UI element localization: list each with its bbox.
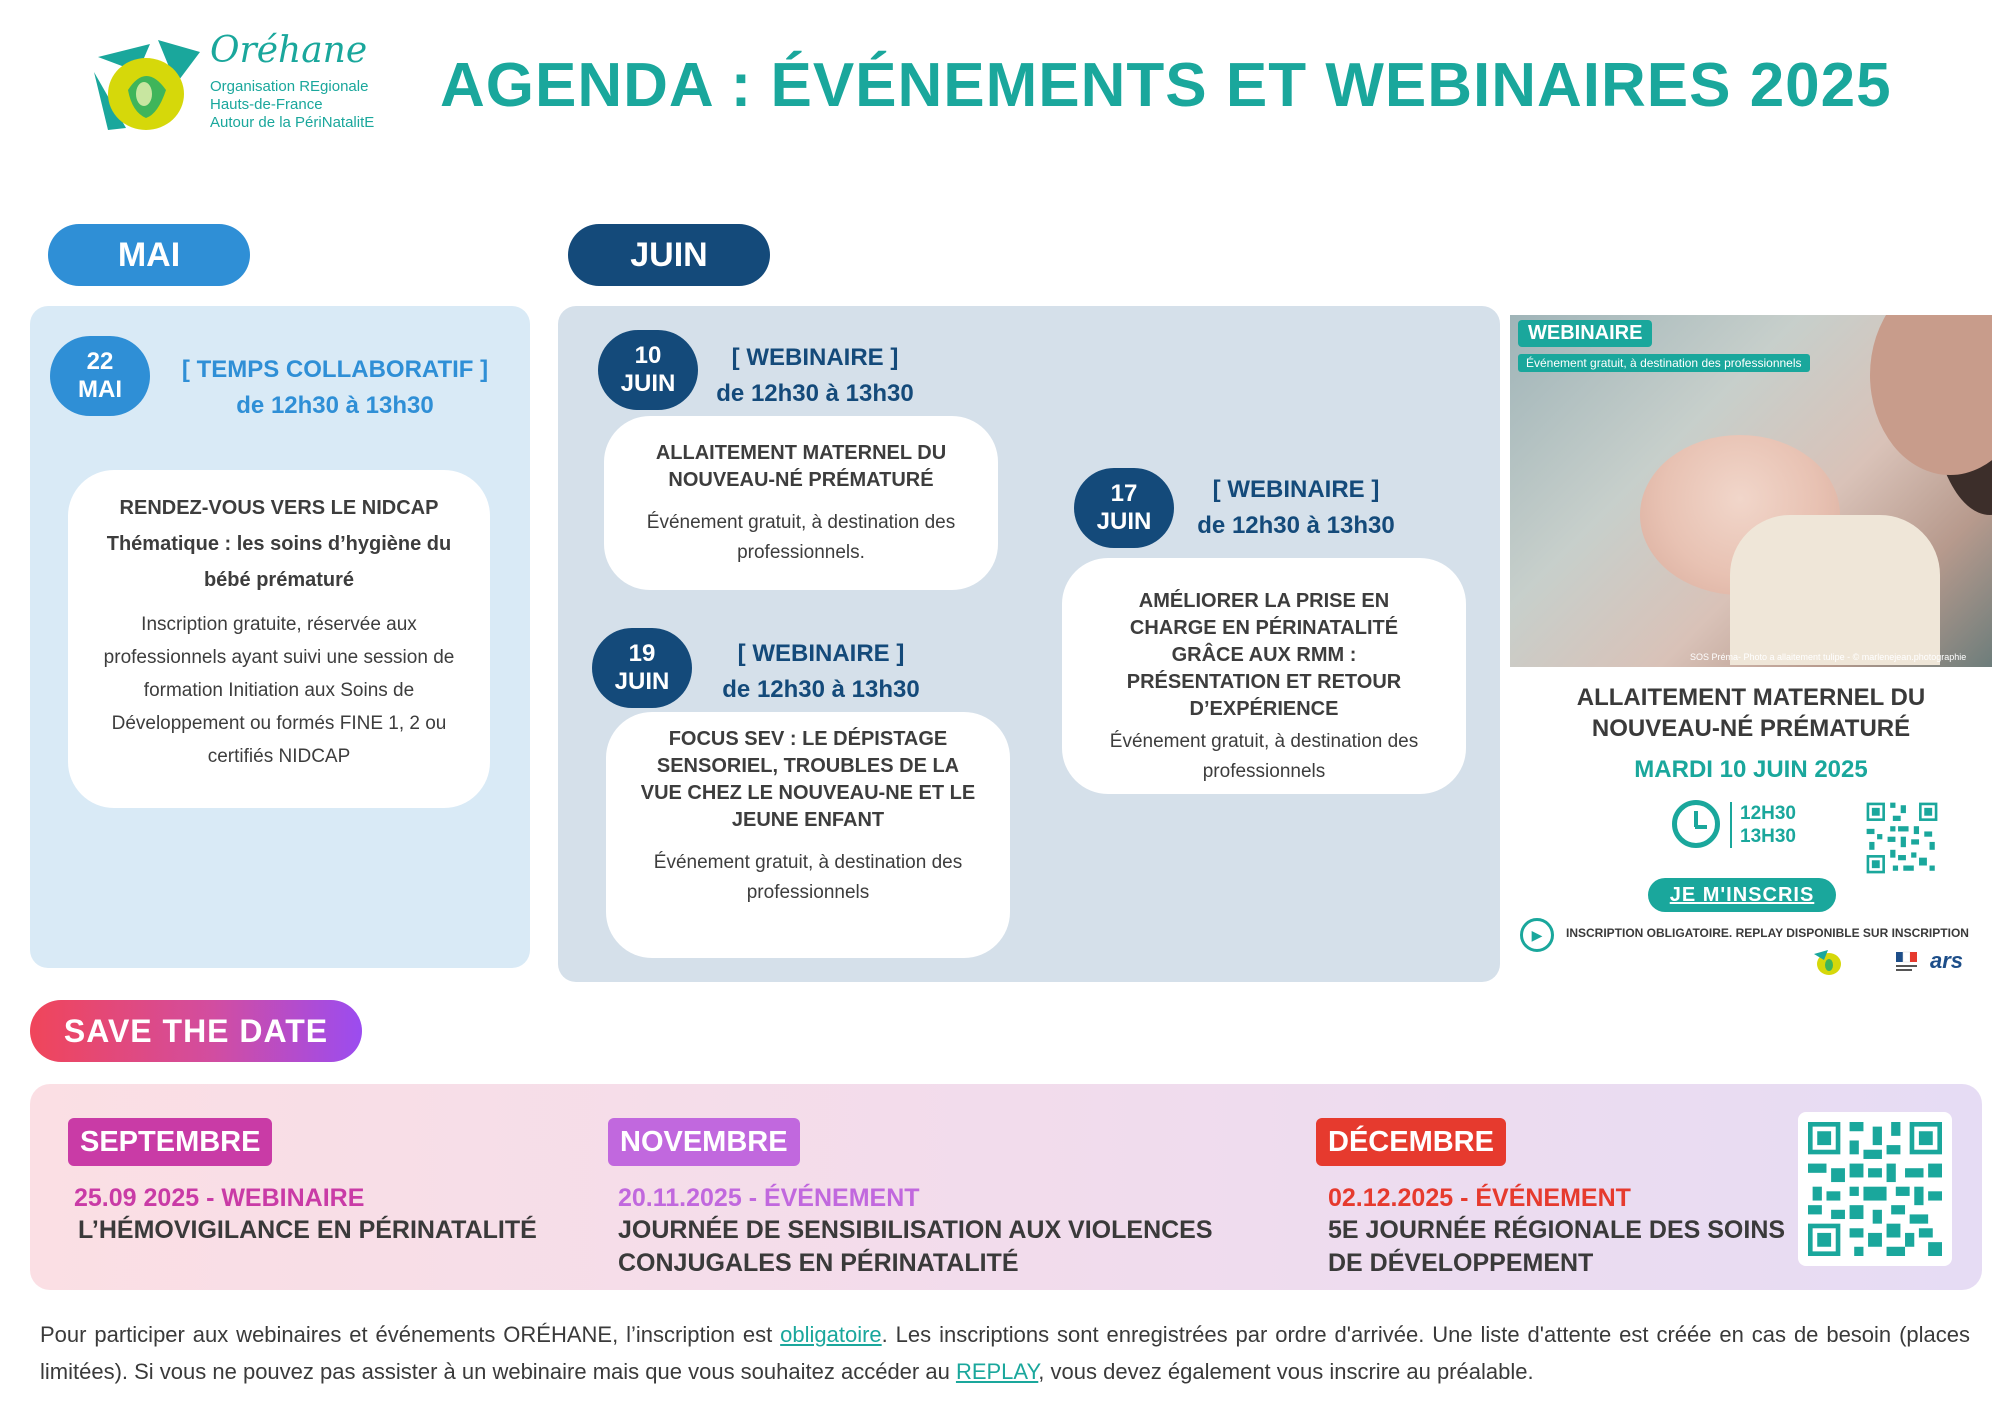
footer-text-2: . Les inscriptions sont enregistrées par ordre d'arrivée. Une liste d'attente est créée en cas de besoin (places limitées). Si vous ne pouvez pas assister à un webinaire mais que vous souhaitez accéder au bbox=[40, 1322, 1970, 1384]
promo-date: MARDI 10 JUIN 2025 bbox=[1634, 756, 1868, 783]
date-badge-17-juin bbox=[1074, 468, 1174, 548]
event-card-22-mai bbox=[68, 470, 490, 808]
event-time: de 12h30 à 13h30 bbox=[722, 676, 920, 703]
webinar-badge: WEBINAIRE bbox=[1518, 320, 1652, 347]
event-time: de 12h30 à 13h30 bbox=[716, 380, 914, 407]
sd-date-decembre: 02.12.2025 - ÉVÉNEMENT bbox=[1328, 1184, 1631, 1212]
qr-code-icon[interactable] bbox=[1864, 800, 1940, 876]
logo-line-3: Autour de la PériNatalitE bbox=[210, 114, 375, 131]
logo-line-2: Hauts-de-France bbox=[210, 96, 323, 113]
replay-icon: ▶ bbox=[1520, 918, 1554, 952]
badge-day: 17 bbox=[1110, 480, 1138, 507]
event-description: Événement gratuit, à destination des professionnels bbox=[653, 852, 963, 903]
event-title: RENDEZ-VOUS VERS LE NIDCAP bbox=[119, 497, 439, 519]
sd-title-septembre: L’HÉMOVIGILANCE EN PÉRINATALITÉ bbox=[78, 1216, 537, 1244]
footer-text-3: , vous devez également vous inscrire au préalable. bbox=[1038, 1359, 1534, 1384]
event-title: FOCUS SEV : LE DÉPISTAGE SENSORIEL, TROUBLES DE LA VUE CHEZ LE NOUVEAU-NE ET LE JEUNE ENFANT bbox=[640, 728, 976, 831]
month-pill-juin: JUIN bbox=[568, 224, 770, 286]
footer-note bbox=[40, 1316, 1970, 1390]
sd-date-novembre: 20.11.2025 - ÉVÉNEMENT bbox=[618, 1184, 920, 1212]
sd-title-decembre: 5E JOURNÉE RÉGIONALE DES SOINS DE DÉVELOPPEMENT bbox=[1328, 1216, 1786, 1277]
sd-date-septembre: 25.09 2025 - WEBINAIRE bbox=[74, 1184, 365, 1212]
month-tag-novembre: NOVEMBRE bbox=[608, 1118, 800, 1166]
badge-day: 19 bbox=[628, 640, 656, 667]
event-theme: Thématique : les soins d’hygiène du bébé prématuré bbox=[106, 533, 452, 591]
event-card-19-juin bbox=[606, 712, 1010, 958]
orehane-logo-icon bbox=[88, 32, 208, 142]
qr-code-large[interactable] bbox=[1798, 1112, 1952, 1266]
replay-note: INSCRIPTION OBLIGATOIRE. REPLAY DISPONIBLE SUR INSCRIPTION bbox=[1566, 926, 1969, 940]
event-description: Événement gratuit, à destination des professionnels. bbox=[646, 512, 956, 563]
month-tag-decembre: DÉCEMBRE bbox=[1316, 1118, 1506, 1166]
event-type: [ TEMPS COLLABORATIF ] bbox=[181, 356, 489, 383]
qr-code-large-icon bbox=[1808, 1122, 1942, 1256]
event-time: de 12h30 à 13h30 bbox=[1197, 512, 1395, 539]
badge-month: MAI bbox=[78, 376, 122, 403]
register-button[interactable]: JE M'INSCRIS bbox=[1648, 878, 1836, 912]
event-header-22-mai bbox=[160, 352, 510, 424]
badge-month: JUIN bbox=[620, 370, 676, 397]
photo-credit: SOS Préma- Photo a allaitement tulipe - © marlenejean.photographie bbox=[1690, 652, 1967, 662]
event-header-17-juin bbox=[1186, 472, 1406, 544]
promo-title: ALLAITEMENT MATERNEL DU NOUVEAU-NÉ PRÉMATURÉ bbox=[1576, 684, 1926, 742]
month-tag-septembre: SEPTEMBRE bbox=[68, 1118, 272, 1166]
save-the-date-pill: SAVE THE DATE bbox=[30, 1000, 362, 1062]
event-card-17-juin bbox=[1062, 558, 1466, 794]
badge-day: 10 bbox=[634, 342, 662, 369]
event-type: [ WEBINAIRE ] bbox=[737, 640, 905, 667]
event-description: Événement gratuit, à destination des professionnels bbox=[1109, 731, 1419, 782]
event-header-10-juin bbox=[700, 340, 930, 412]
sd-title-novembre: JOURNÉE DE SENSIBILISATION AUX VIOLENCES CONJUGALES EN PÉRINATALITÉ bbox=[618, 1216, 1213, 1277]
badge-month: JUIN bbox=[614, 668, 670, 695]
date-badge-10-juin bbox=[598, 330, 698, 410]
event-description: Inscription gratuite, réservée aux professionnels ayant suivi une session de formation Initiation aux Soins de Développement ou formés FINE 1, 2 ou certifiés NIDCAP bbox=[103, 614, 455, 767]
month-pill-mai: MAI bbox=[48, 224, 250, 286]
obligatoire-link[interactable]: obligatoire bbox=[780, 1322, 882, 1347]
logo-name: Oréhane bbox=[210, 30, 368, 71]
footer-text-1: Pour participer aux webinaires et événements ORÉHANE, l’inscription est bbox=[40, 1322, 781, 1347]
date-badge-22-mai bbox=[50, 336, 150, 416]
ars-logo: ars bbox=[1930, 948, 1964, 973]
logo-subtitle bbox=[210, 78, 374, 132]
logo-line-1: Organisation REgionale bbox=[210, 78, 369, 95]
page-title: AGENDA : ÉVÉNEMENTS ET WEBINAIRES 2025 bbox=[440, 51, 1892, 120]
event-type: [ WEBINAIRE ] bbox=[1212, 476, 1380, 503]
republique-francaise-logo-icon bbox=[1894, 950, 1920, 976]
badge-day: 22 bbox=[86, 348, 114, 375]
orehane-mini-logo-icon bbox=[1812, 948, 1846, 978]
event-title: AMÉLIORER LA PRISE EN CHARGE EN PÉRINATALITÉ GRÂCE AUX RMM : PRÉSENTATION ET RETOUR D’EXPÉRIENCE bbox=[1126, 590, 1402, 720]
event-title: ALLAITEMENT MATERNEL DU NOUVEAU-NÉ PRÉMATURÉ bbox=[655, 442, 947, 491]
replay-link[interactable]: REPLAY bbox=[955, 1359, 1039, 1384]
clock-icon bbox=[1672, 800, 1720, 848]
webinar-subtitle: Événement gratuit, à destination des professionnels bbox=[1518, 354, 1810, 372]
badge-month: JUIN bbox=[1096, 508, 1152, 535]
event-card-10-juin bbox=[604, 416, 998, 590]
time-end: 13H30 bbox=[1740, 826, 1796, 847]
date-badge-19-juin bbox=[592, 628, 692, 708]
event-time: de 12h30 à 13h30 bbox=[236, 392, 434, 419]
event-type: [ WEBINAIRE ] bbox=[731, 344, 899, 371]
time-start: 12H30 bbox=[1740, 803, 1796, 824]
promo-time bbox=[1730, 802, 1796, 848]
event-header-19-juin bbox=[708, 636, 934, 708]
